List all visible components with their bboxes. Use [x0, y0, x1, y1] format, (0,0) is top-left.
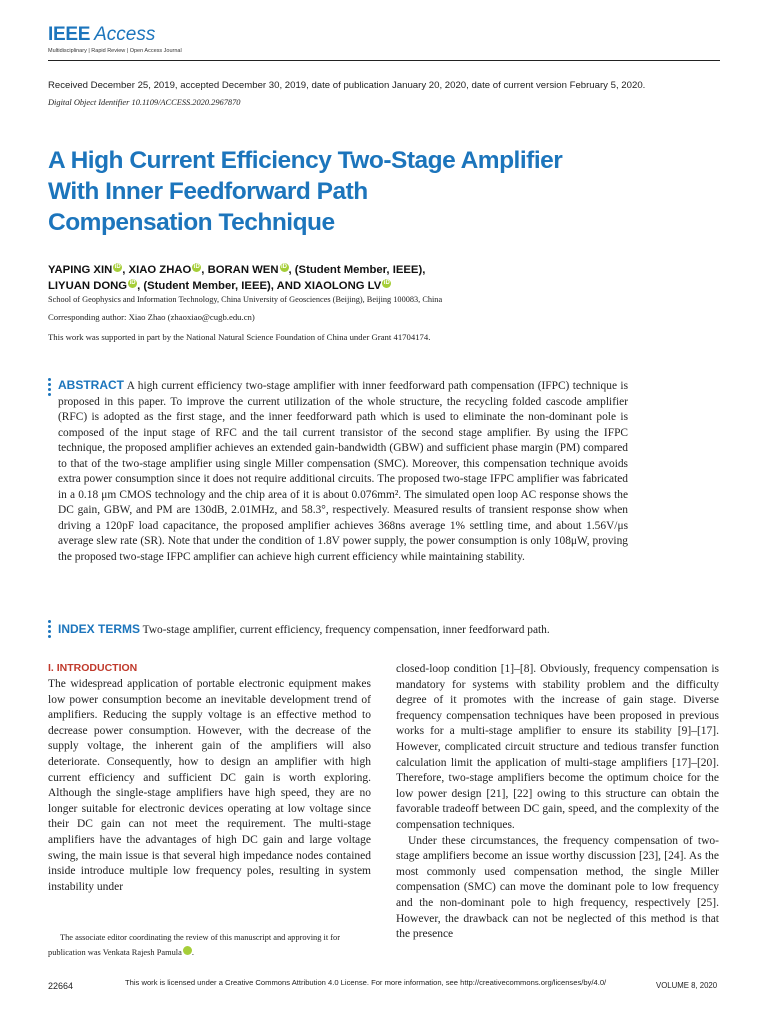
index-terms-text: Two-stage amplifier, current efficiency, frequency compensation, inner feedforward path.	[142, 624, 550, 636]
license-note[interactable]: This work is licensed under a Creative Commons Attribution 4.0 License. For more information, see http://creativecommons.org/licenses/by/4.0/	[125, 978, 607, 987]
title-line: With Inner Feedforward Path	[48, 178, 368, 205]
orcid-icon[interactable]: iD	[383, 280, 390, 287]
editor-footnote: The associate editor coordinating the review of this manuscript and approving it for publication was Venkata Rajesh Pamula iD.	[48, 933, 341, 957]
author-name: BORAN WEN	[207, 264, 279, 276]
journal-tagline: Multidisciplinary | Rapid Review | Open Access Journal	[48, 48, 182, 54]
section-heading: I. INTRODUCTION	[48, 662, 138, 674]
title-line: A High Current Efficiency Two-Stage Amplifier	[48, 147, 563, 174]
index-terms	[58, 622, 738, 636]
index-terms-marker-icon	[48, 620, 52, 640]
body-paragraph: Under these circumstances, the frequency compensation of two-stage amplifiers become an issue worthy discussion [23], [24]. As the most commonly used compensation method, the single Miller compensation (SMC) can move the dominant pole to low frequency and the non-dominant pole to high frequency, respectively [25]. However, the drawback can not be neglected of this method is that the presence	[396, 834, 719, 941]
funding-note: This work was supported in part by the National Natural Science Foundation of China under Grant 41704174.	[48, 332, 431, 342]
orcid-icon[interactable]: iD	[114, 264, 121, 271]
doi[interactable]: Digital Object Identifier 10.1109/ACCESS.2020.2967870	[48, 98, 241, 107]
abstract-marker-icon	[48, 378, 52, 398]
author-name: XIAOLONG LV	[304, 280, 382, 292]
abstract-text: A high current efficiency two-stage amplifier with inner feedforward path compensation (IFPC) technique is proposed in this paper. To improve the current utilization of the whole structure, the recycling folded cascode amplifier (RFC) is adopted as the first stage, and the inner feedforward path which is used to eliminate the non-dominant pole is composed of the input stage of RFC and the tail current transistor of the second stage amplifier. By using the IFPC technique, the proposed amplifier achieves an extended gain-bandwidth (GBW) and sufficient phase margin (PM) compared to that of the two-stage amplifier using single Miller compensation (SMC). Moreover, this compensation technique avoids extra power consumption since it does not require additional circuits. The proposed two-stage IFPC amplifier was fabricated in a 0.18 μm CMOS technology and the chip area of it is about 0.076mm². The simulated open loop AC response shows the DC gain, GBW, and PM are 130dB, 2.01MHz, and 58.3°, respectively. Measured results of transient response show when driving a 120pF load capacitance, the proposed amplifier achieves 368ns average 1% settling time, and about 1.56V/μs average slew rate (SR). Note that under the condition of 1.8V power supply, the power consumption is only 108μW, proving the proposed two-stage IFPC amplifier can achieve high current efficiency while maintaining stability.	[58, 380, 628, 563]
volume-label: VOLUME 8, 2020	[656, 981, 718, 990]
body-paragraph: The widespread application of portable electronic equipment makes low power consumption become an inevitable development trend of amplifiers. Reducing the supply voltage is an effective method to decrease power consumption. However, with the decrease of the supply voltage, the inherent gain of the amplifiers will also deteriorate. Consequently, how to design an amplifier with high current efficiency and sufficient DC gain is worth exploring. Although the single-stage amplifiers have high speed, they are no longer suitable for electronic devices operating at low voltage since their DC gain can not meet the requirement. The multi-stage amplifiers have the advantages of high DC gain and large voltage swing, the main issue is that several high impedance nodes contained inside introduce multiple low frequency poles, resulting in system instability under	[48, 678, 371, 893]
title-line: Compensation Technique	[48, 209, 335, 236]
author-name: XIAO ZHAO	[128, 264, 192, 276]
page-number: 22664	[48, 981, 74, 991]
author-list: YAPING XIN iD , XIAO ZHAO iD , BORAN WEN iD , (Student Member, IEEE), LIYUAN DONG iD , (Student Member, IEEE), AND XIAOLONG LV iD	[48, 264, 426, 292]
abstract	[58, 378, 628, 565]
journal-name-bold: IEEE	[48, 24, 91, 45]
orcid-icon[interactable]: iD	[129, 280, 136, 287]
journal-name-light: Access	[94, 24, 156, 45]
affiliation: School of Geophysics and Information Technology, China University of Geosciences (Beijing), Beijing 100083, China	[48, 295, 443, 304]
author-role: (Student Member, IEEE), AND	[143, 280, 302, 292]
body-column-left	[48, 677, 371, 895]
orcid-icon[interactable]: iD	[183, 946, 192, 955]
body-column-right	[396, 662, 719, 943]
paper-title	[48, 145, 668, 238]
received-dates: Received December 25, 2019, accepted December 30, 2019, date of publication January 20, 2020, date of current version February 5, 2020.	[48, 80, 646, 91]
orcid-icon[interactable]: iD	[193, 264, 200, 271]
journal-logo	[48, 24, 182, 54]
orcid-icon[interactable]: iD	[281, 264, 287, 271]
author-role: (Student Member, IEEE),	[294, 264, 426, 276]
author-name: LIYUAN DONG	[48, 280, 128, 292]
footnote-text: The associate editor coordinating the review of this manuscript and approving it for publication was Venkata Rajesh Pamula	[48, 933, 341, 957]
header-divider	[48, 60, 720, 61]
body-paragraph: closed-loop condition [1]–[8]. Obviously, frequency compensation is mandatory for systems with stability problem and the difficulty degree of it promotes with the increase of gain stage. Diverse frequency compensation techniques have been proposed in previous works for a multi-stage amplifier to ensure its stability [9]–[17]. However, complicated circuit structure and tedious transfer function calculation limit the application of multi-stage amplifiers [17]–[20]. Therefore, two-stage amplifiers become the optimum choice for the low power design [21], [22] owing to this structure can obtain the favorable tradeoff between DC gain, speed, and the complexity of the compensation techniques.	[396, 663, 719, 831]
index-terms-label: INDEX TERMS	[58, 622, 141, 636]
abstract-label: ABSTRACT	[58, 378, 124, 392]
corresponding-author: Corresponding author: Xiao Zhao (zhaoxiao@cugb.edu.cn)	[48, 312, 255, 322]
author-name: YAPING XIN	[48, 264, 113, 276]
